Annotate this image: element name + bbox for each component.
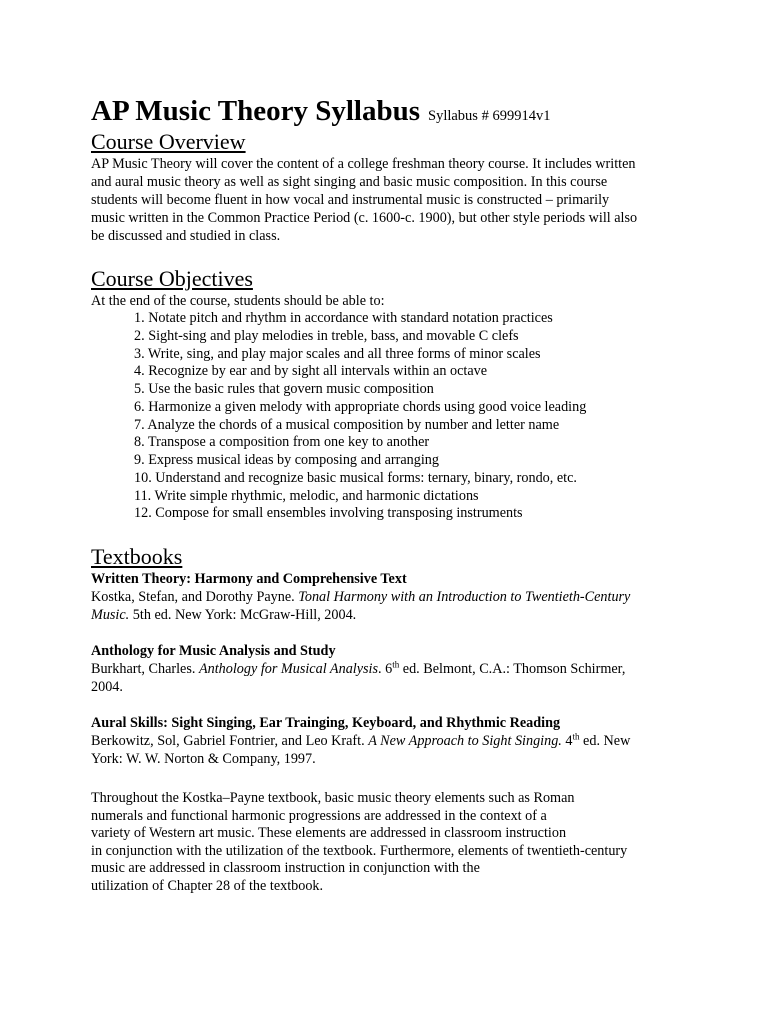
objective-item: 11. Write simple rhythmic, melodic, and harmonic dictations [134,487,479,504]
citation-edition-suffix: th [572,731,580,742]
citation-title: Tonal Harmony with an Introduction to Twentieth-Century [298,589,631,605]
objective-item: 2. Sight-sing and play melodies in treble, bass, and movable C clefs [134,327,519,344]
objective-item: 4. Recognize by ear and by sight all intervals within an octave [134,363,488,380]
citation-publication: ed. New [579,733,631,749]
textbook-citation [91,732,691,768]
citation-title: A New Approach to Sight Singing. [368,733,562,749]
objective-item: 1. Notate pitch and rhythm in accordance with standard notation practices [134,310,553,326]
course-overview-paragraph [91,155,691,245]
closing-line: music are addressed in classroom instruction in conjunction with the [91,860,480,876]
course-overview-heading: Course Overview [91,129,246,154]
document-page [91,94,691,895]
objective-item: 7. Analyze the chords of a musical composition by number and letter name [134,416,560,433]
citation-publication: 2004. [91,679,123,695]
textbooks-heading: Textbooks [91,544,183,569]
citation-edition: . 6 [378,661,393,677]
objectives-intro: At the end of the course, students should be able to: [91,293,385,309]
textbook-citation [91,660,691,696]
citation-publication: York: W. W. Norton & Company, 1997. [91,751,316,767]
objective-item: 12. Compose for small ensembles involving transposing instruments [134,505,523,522]
closing-line: utilization of Chapter 28 of the textbook. [91,877,324,894]
closing-line: variety of Western art music. These elements are addressed in classroom instruction [91,825,567,841]
textbook-category: Written Theory: Harmony and Comprehensive Text [91,571,407,587]
closing-line: numerals and functional harmonic progressions are addressed in the context of a [91,807,547,824]
course-objectives-heading: Course Objectives [91,266,253,291]
overview-line: AP Music Theory will cover the content of a college freshman theory course. It includes written [91,156,636,172]
objective-item: 5. Use the basic rules that govern music composition [134,381,434,397]
objectives-list [134,310,691,523]
citation-authors: Kostka, Stefan, and Dorothy Payne. [91,589,299,605]
closing-line: Throughout the Kostka–Payne textbook, basic music theory elements such as Roman [91,790,575,806]
citation-edition: 4 [561,733,573,749]
citation-edition-suffix: th [392,659,400,670]
objective-item: 8. Transpose a composition from one key to another [134,434,430,451]
title-row [91,94,691,128]
closing-line: in conjunction with the utilization of the textbook. Furthermore, elements of twentieth-century [91,842,628,859]
citation-title: Music. [91,607,130,623]
citation-authors: Berkowitz, Sol, Gabriel Fontrier, and Leo Kraft. [91,733,369,749]
textbook-category: Aural Skills: Sight Singing, Ear Trainging, Keyboard, and Rhythmic Reading [91,715,561,731]
objective-item: 6. Harmonize a given melody with appropriate chords using good voice leading [134,398,587,415]
textbook-category: Anthology for Music Analysis and Study [91,643,336,659]
citation-title: Anthology for Musical Analysis [198,661,379,677]
objective-item: 3. Write, sing, and play major scales and all three forms of minor scales [134,345,541,362]
citation-publication: ed. Belmont, C.A.: Thomson Schirmer, [399,661,626,677]
objective-item: 10. Understand and recognize basic musical forms: ternary, binary, rondo, etc. [134,469,577,486]
objective-item: 9. Express musical ideas by composing and arranging [134,452,439,468]
citation-authors: Burkhart, Charles. [91,661,199,677]
syllabus-code: Syllabus # 699914v1 [428,108,551,124]
page-title: AP Music Theory Syllabus [91,95,420,127]
overview-line: be discussed and studied in class. [91,228,281,244]
closing-paragraph [91,790,661,895]
overview-line: and aural music theory as well as sight singing and basic music composition. In this course [91,174,608,190]
overview-line: music written in the Common Practice Period (c. 1600-c. 1900), but other style periods will also [91,210,638,226]
textbook-citation [91,588,691,624]
citation-publication: 5th ed. New York: McGraw-Hill, 2004. [129,607,357,623]
overview-line: students will become fluent in how vocal and instrumental music is constructed – primarily [91,192,610,208]
